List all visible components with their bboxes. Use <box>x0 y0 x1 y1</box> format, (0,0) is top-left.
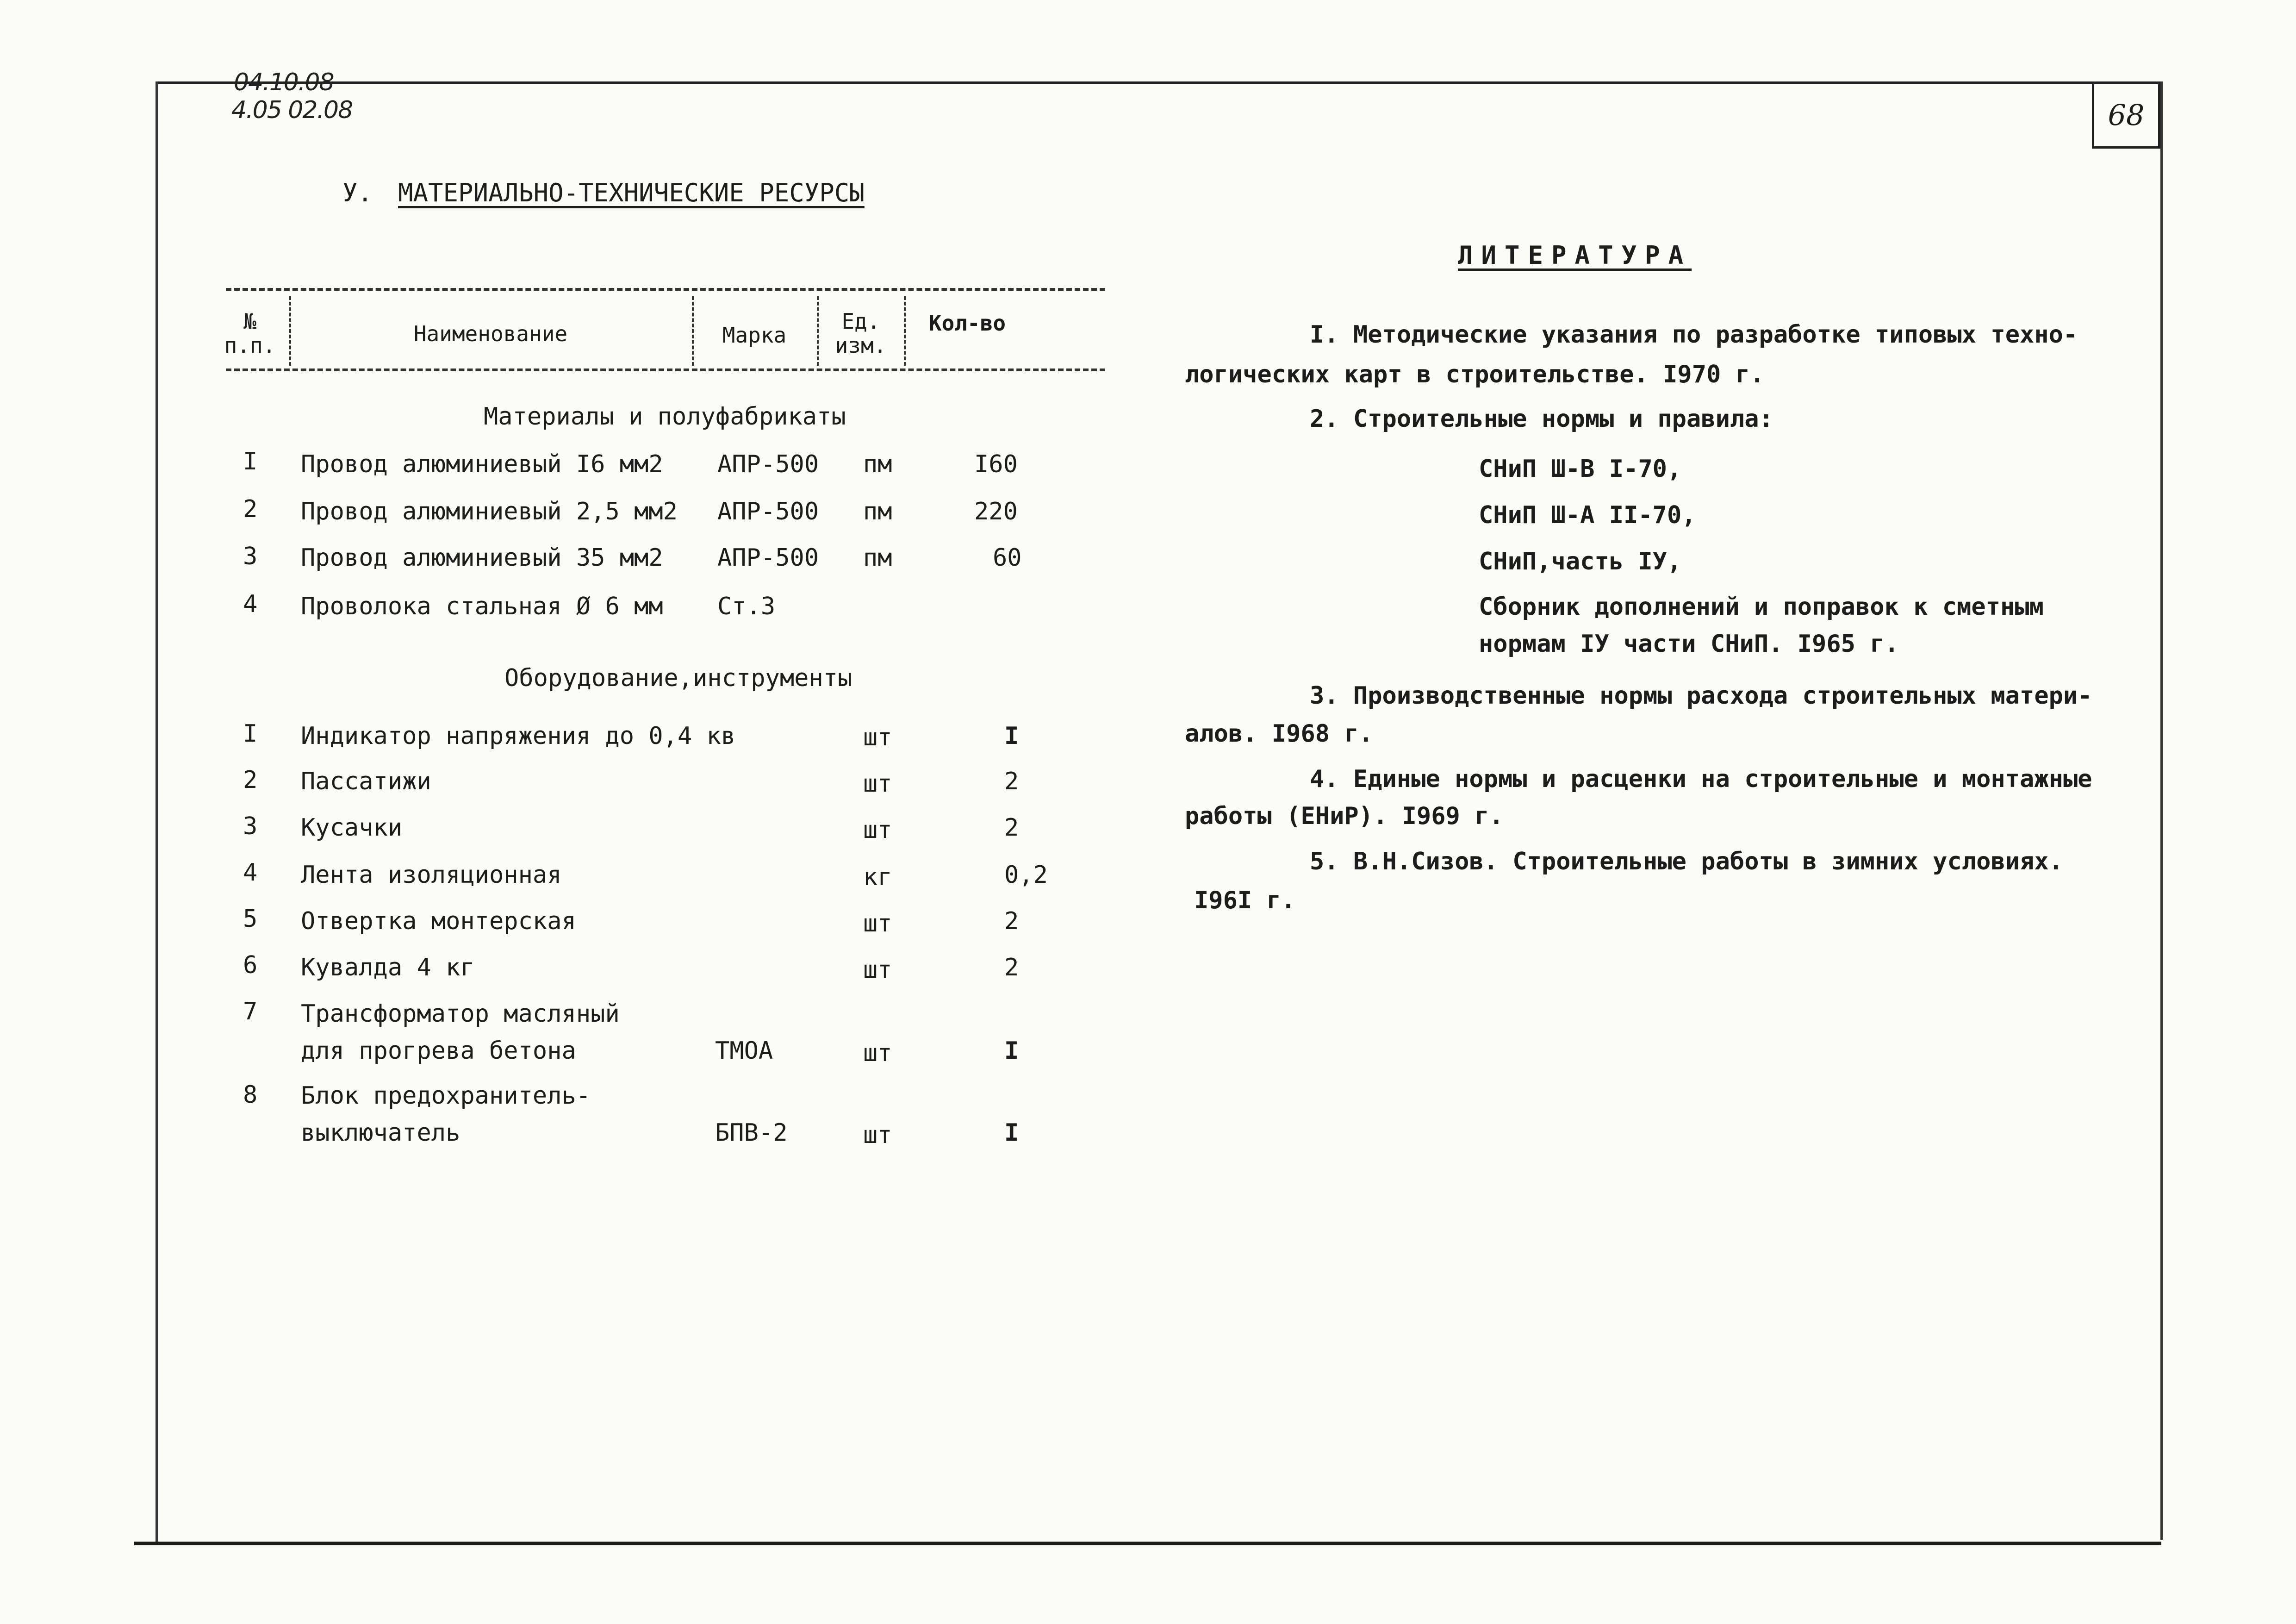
row-name: Блок предохранитель- <box>301 1082 591 1110</box>
page-number-stamp: 68 <box>2092 81 2160 149</box>
row-name: Лента изоляционная <box>301 861 562 889</box>
literature-line: I. Методические указания по разработке типовых техно- <box>1310 321 2078 349</box>
row-number: I <box>243 720 258 748</box>
literature-item: 3. Производственные нормы расхода строительных матери- <box>1310 682 2092 710</box>
row-number: 4 <box>243 590 258 618</box>
row-qty: 0,2 <box>1004 861 1048 889</box>
table-col-divider <box>904 296 906 366</box>
literature-line: алов. I968 г. <box>1185 720 1373 748</box>
literature-line: I96I г. <box>1194 887 1296 914</box>
row-number: I <box>243 448 258 475</box>
row-mark: Ст.3 <box>717 593 776 620</box>
literature-item <box>1310 315 2078 355</box>
row-name: Кусачки <box>301 814 403 842</box>
doc-code-top: 04.10.08 <box>234 69 334 96</box>
row-number: 6 <box>243 951 258 979</box>
row-unit: кг <box>863 863 892 891</box>
row-mark: ТМОА <box>715 1037 773 1065</box>
row-qty: I <box>1004 1119 1019 1147</box>
header-name: Наименование <box>413 321 568 346</box>
literature-item: 5. В.Н.Сизов. Строительные работы в зимних условиях. <box>1310 848 2063 875</box>
row-number: 3 <box>243 543 258 570</box>
row-number: 7 <box>243 998 258 1025</box>
row-name: Провод алюминиевый 35 мм2 <box>301 544 663 572</box>
row-mark: БПВ-2 <box>715 1119 788 1147</box>
literature-title: ЛИТЕРАТУРА <box>1458 241 1692 270</box>
literature-item: 2. Строительные нормы и правила: <box>1310 405 1773 433</box>
row-name: Провод алюминиевый 2,5 мм2 <box>301 498 678 525</box>
header-num: № п.п. <box>224 309 276 358</box>
row-unit: шт <box>863 724 892 751</box>
row-name-continued: выключатель <box>301 1119 460 1147</box>
row-mark: АПР-500 <box>717 498 819 525</box>
literature-item: Сборник дополнений и поправок к сметным <box>1479 593 2044 621</box>
row-qty: 60 <box>993 544 1022 572</box>
header-mark: Марка <box>722 323 787 348</box>
section-roman: У. <box>342 178 373 207</box>
row-qty: I60 <box>974 450 1018 478</box>
row-qty: I <box>1004 722 1019 750</box>
table-col-divider <box>692 296 694 366</box>
table-col-divider <box>289 296 291 366</box>
row-number: 2 <box>243 766 258 794</box>
literature-item: СНиП,часть IУ, <box>1479 548 1682 575</box>
row-unit: шт <box>863 910 892 937</box>
row-qty: 2 <box>1004 954 1019 981</box>
row-number: 2 <box>243 495 258 523</box>
row-qty: 2 <box>1004 814 1019 842</box>
literature-item: СНиП Ш-В I-70, <box>1479 455 1682 483</box>
row-unit: пм <box>863 544 892 572</box>
literature-line: нормам IУ части СНиП. I965 г. <box>1479 630 1899 658</box>
frame-right-border <box>2160 81 2163 1540</box>
row-name: Индикатор напряжения до 0,4 кв <box>301 722 736 750</box>
row-mark: АПР-500 <box>717 544 819 572</box>
row-number: 8 <box>243 1081 258 1109</box>
row-unit: шт <box>863 1039 892 1067</box>
row-qty: I <box>1004 1037 1019 1065</box>
row-unit: шт <box>863 770 892 798</box>
header-qty: Кол-во <box>928 311 1006 336</box>
table-header-bottom-rule <box>226 369 1105 371</box>
literature-line: логических карт в строительстве. I970 г. <box>1185 361 1765 388</box>
row-qty: 220 <box>974 498 1018 525</box>
row-name-continued: для прогрева бетона <box>301 1037 576 1065</box>
row-number: 4 <box>243 859 258 887</box>
frame-bottom-border <box>134 1542 2161 1545</box>
frame-left-border <box>156 81 158 1544</box>
table-header-top-rule <box>226 288 1105 291</box>
row-name: Проволока стальная Ø 6 мм <box>301 593 663 620</box>
header-unit: Ед. изм. <box>835 309 887 358</box>
row-qty: 2 <box>1004 768 1019 795</box>
row-name: Провод алюминиевый I6 мм2 <box>301 450 663 478</box>
group-title-equipment: Оборудование,инструменты <box>504 664 852 692</box>
row-unit: шт <box>863 816 892 844</box>
row-unit: пм <box>863 450 892 478</box>
table-col-divider <box>817 296 819 366</box>
row-unit: шт <box>863 956 892 984</box>
row-name: Трансформатор масляный <box>301 1000 620 1028</box>
row-name: Отвертка монтерская <box>301 907 576 935</box>
frame-top-border <box>157 81 2161 84</box>
section-title: МАТЕРИАЛЬНО-ТЕХНИЧЕСКИЕ РЕСУРСЫ <box>398 178 865 207</box>
row-qty: 2 <box>1004 907 1019 935</box>
row-number: 3 <box>243 812 258 840</box>
row-unit: шт <box>863 1121 892 1149</box>
literature-item: СНиП Ш-А II-70, <box>1479 501 1696 529</box>
row-number: 5 <box>243 905 258 933</box>
doc-code-bottom: 4.05 02.08 <box>231 96 353 124</box>
row-name: Кувалда 4 кг <box>301 954 475 981</box>
row-unit: пм <box>863 498 892 525</box>
literature-item: 4. Единые нормы и расценки на строительные и монтажные <box>1310 765 2092 793</box>
row-name: Пассатижи <box>301 768 431 795</box>
group-title-materials: Материалы и полуфабрикаты <box>484 403 846 431</box>
literature-line: работы (ЕНиР). I969 г. <box>1185 802 1504 830</box>
row-mark: АПР-500 <box>717 450 819 478</box>
